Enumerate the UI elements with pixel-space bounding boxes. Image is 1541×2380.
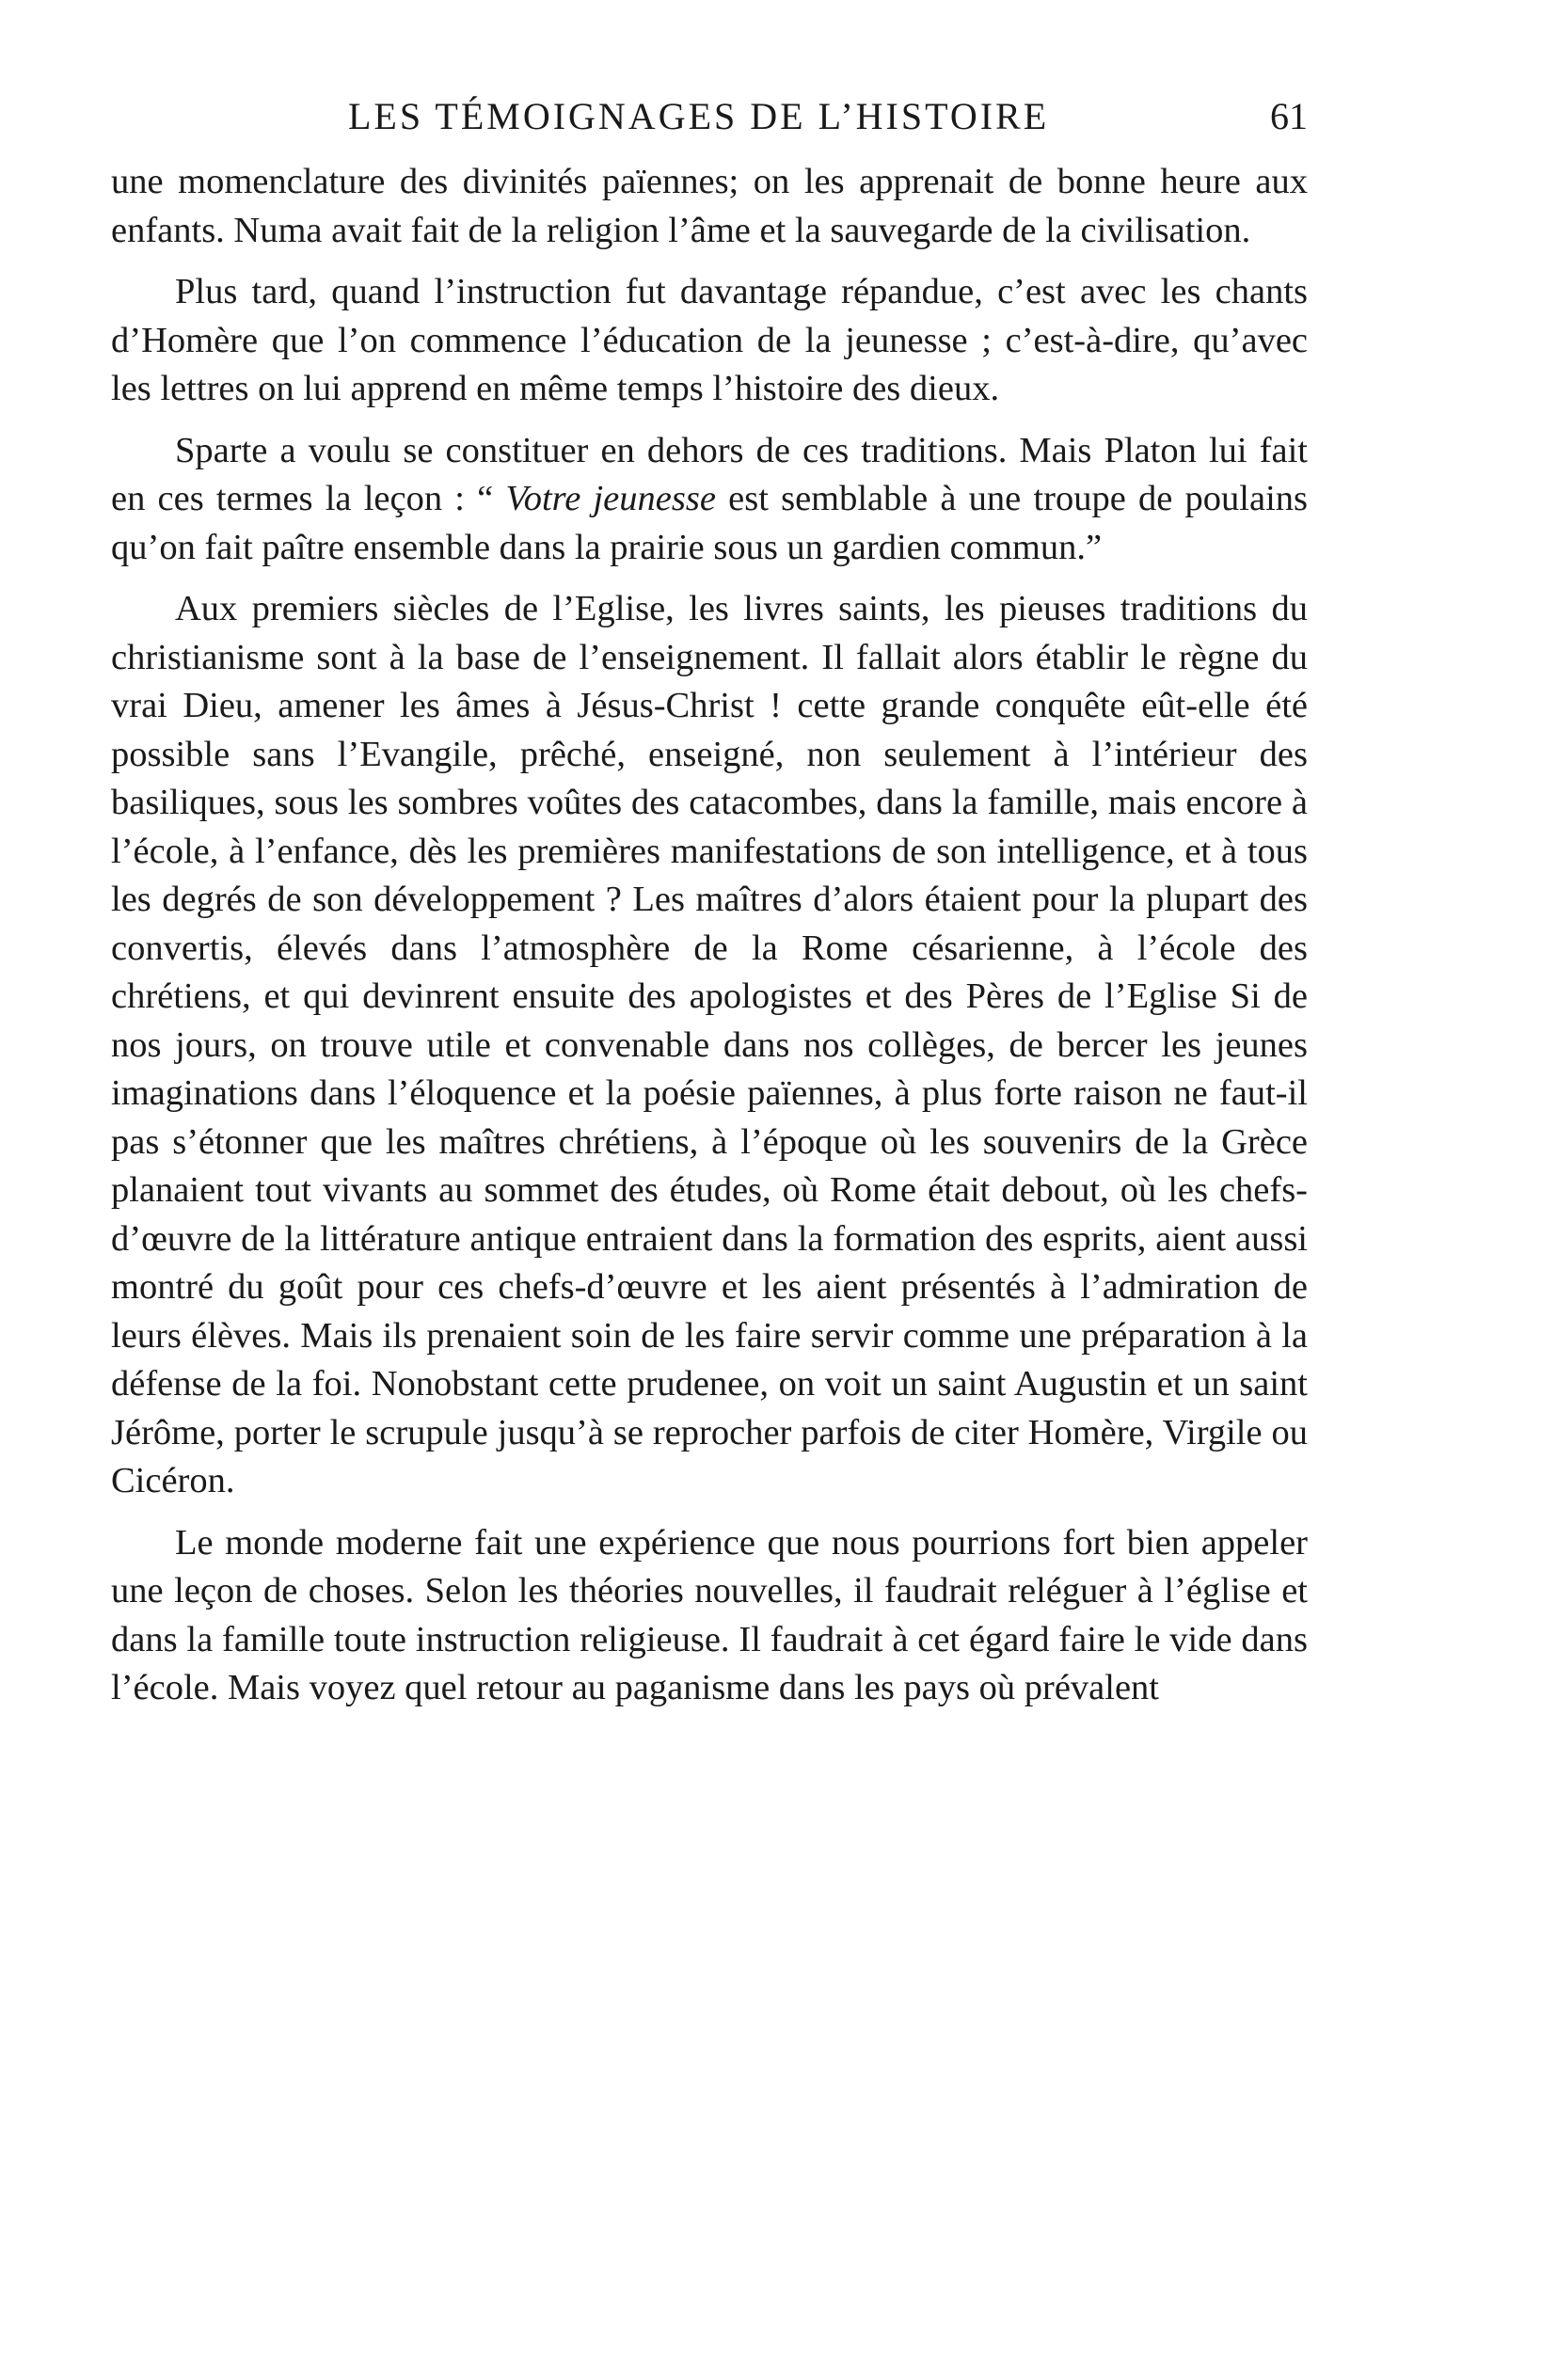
paragraph-2: Plus tard, quand l’instruction fut davantage répandue, c’est avec les chants d’Homère que l’on commence l’éducation de la jeunesse ; c’est-à-dire, qu’avec les lettres on lui apprend en même temps l’histoire des dieux.: [111, 272, 1308, 408]
running-title: LES TÉMOIGNAGES DE L’HISTOIRE: [348, 95, 1050, 137]
running-head: [113, 94, 1308, 151]
paragraph-3: [111, 427, 1308, 573]
paragraph-4: Aux premiers siècles de l’Eglise, les livres saints, les pieuses traditions du christianisme sont à la base de l’enseignement. Il fallait alors établir le règne du vrai Dieu, amener les âmes à Jésus-Christ ! cette grande conquête eût-elle été possible sans l’Evangile, prêché, enseigné, non seulement à l’intérieur des basiliques, sous les sombres voûtes des catacombes, dans la famille, mais encore à l’école, à l’enfance, dès les premières manifestations de son intelligence, et à tous les degrés de son développement ? Les maîtres d’alors étaient pour la plupart des convertis, élevés dans l’atmosphère de la Rome césarienne, à l’école des chrétiens, et qui devinrent ensuite des apologistes et des Pères de l’Eglise Si de nos jours, on trouve utile et convenable dans nos collèges, de bercer les jeunes imaginations dans l’éloquence et la poésie païennes, à plus forte raison ne faut-il pas s’étonner que les maîtres chrétiens, à l’époque où les souvenirs de la Grèce planaient tout vivants au sommet des études, où Rome était debout, où les chefs-d’œuvre de la littérature antique entraient dans la formation des esprits, aient aussi montré du goût pour ces chefs-d’œuvre et les aient présentés à l’admiration de leurs élèves. Mais ils prenaient soin de les faire servir comme une préparation à la défense de la foi. Nonobstant cette prudenee, on voit un saint Augustin et un saint Jérôme, porter le scrupule jusqu’à se reprocher parfois de citer Homère, Virgile ou Cicéron.: [111, 589, 1308, 1500]
page-number: 61: [1270, 95, 1308, 137]
paragraph-1: une momenclature des divinités païennes; on les apprenait de bonne heure aux enfants. Numa avait fait de la religion l’âme et la sauvegarde de la civilisation.: [111, 162, 1308, 250]
body-text: [111, 158, 1308, 1726]
paragraph-3-text-end: est semblable à une troupe de poulains qu’on fait paître ensemble dans la prairie sous un gardien commun.”: [111, 479, 1308, 567]
paragraph-5: Le monde moderne fait une expérience que nous pourrions fort bien appeler une leçon de choses. Selon les théories nouvelles, il faudrait reléguer à l’église et dans la famille toute instruction religieuse. Il faudrait à cet égard faire le vide dans l’école. Mais voyez quel retour au paganisme dans les pays où prévalent: [111, 1522, 1308, 1707]
paragraph-3-text-start: Sparte a voulu se constituer en dehors de ces traditions. Mais Platon lui fait en ces termes la leçon : “: [111, 430, 1308, 518]
paragraph-3-italic-phrase: Votre jeunesse: [505, 479, 716, 518]
